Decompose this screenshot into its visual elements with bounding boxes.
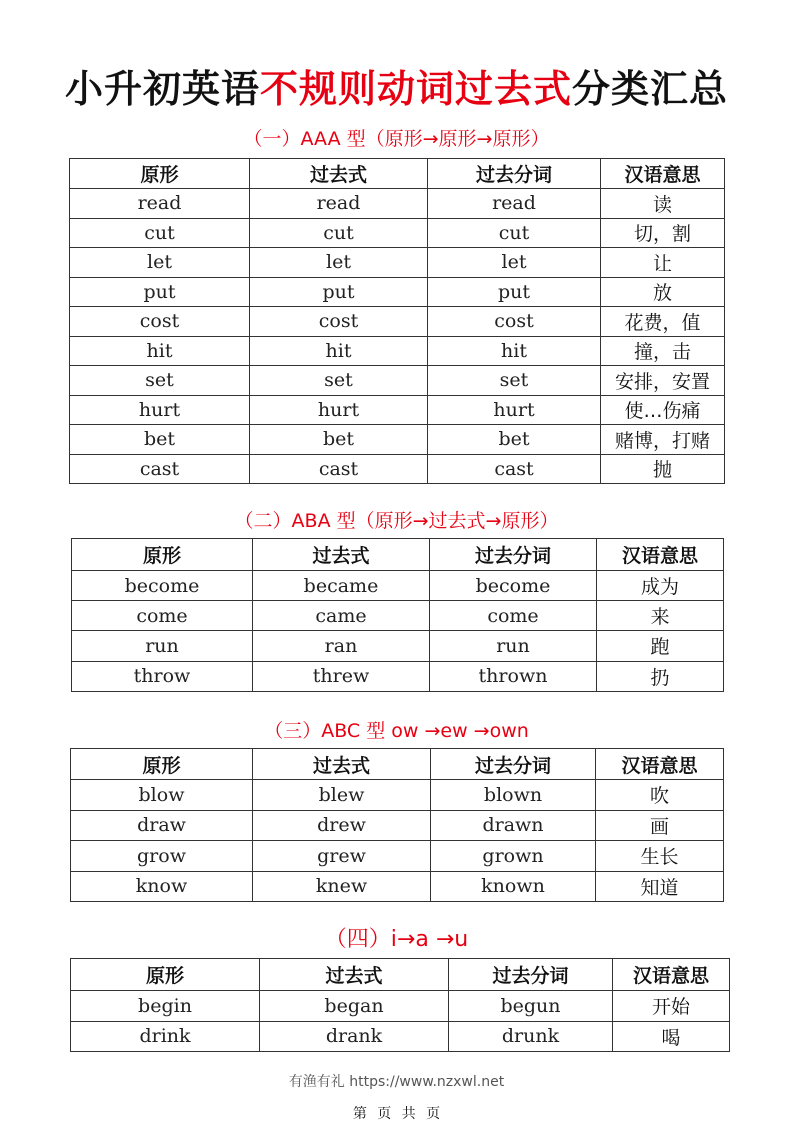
verb-form-cell: let	[70, 248, 250, 278]
verb-form-cell: bet	[70, 425, 250, 455]
table-row	[70, 307, 725, 337]
meaning-cell: 吹	[596, 780, 724, 811]
verb-form-cell: blow	[71, 780, 253, 811]
verb-form-cell: set	[70, 366, 250, 396]
table-row	[71, 991, 730, 1022]
verb-form-cell: run	[72, 631, 253, 661]
table-header-row	[71, 749, 724, 780]
verb-form-cell: cut	[70, 218, 250, 248]
column-header: 过去分词	[430, 539, 597, 571]
section-heading: （二）ABA 型（原形→过去式→原形）	[234, 510, 559, 532]
column-header: 过去式	[253, 749, 431, 780]
verb-form-cell: cast	[250, 454, 428, 484]
verb-form-cell: come	[72, 601, 253, 631]
verb-form-cell: drunk	[449, 1021, 613, 1052]
table-row	[70, 218, 725, 248]
table-row	[70, 395, 725, 425]
verb-table	[70, 958, 730, 1052]
verb-form-cell: blew	[253, 780, 431, 811]
verb-form-cell: knew	[253, 871, 431, 902]
verb-form-cell: begun	[449, 991, 613, 1022]
column-header: 过去分词	[428, 159, 601, 189]
meaning-cell: 使…伤痛	[601, 395, 725, 425]
table-row	[70, 425, 725, 455]
meaning-cell: 来	[597, 601, 724, 631]
verb-form-cell: drew	[253, 810, 431, 841]
meaning-cell: 画	[596, 810, 724, 841]
column-header: 汉语意思	[596, 749, 724, 780]
meaning-cell: 花费，值	[601, 307, 725, 337]
verb-form-cell: grow	[71, 841, 253, 872]
verb-form-cell: cast	[70, 454, 250, 484]
verb-form-cell: hurt	[70, 395, 250, 425]
verb-table	[70, 748, 724, 902]
meaning-cell: 切，割	[601, 218, 725, 248]
column-header: 过去式	[260, 959, 449, 991]
verb-form-cell: let	[250, 248, 428, 278]
verb-form-cell: drank	[260, 1021, 449, 1052]
meaning-cell: 安排，安置	[601, 366, 725, 396]
verb-form-cell: thrown	[430, 661, 597, 691]
verb-form-cell: cost	[250, 307, 428, 337]
column-header: 汉语意思	[613, 959, 730, 991]
verb-form-cell: begin	[71, 991, 260, 1022]
verb-form-cell: bet	[250, 425, 428, 455]
table-header-row	[70, 159, 725, 189]
verb-form-cell: read	[70, 189, 250, 219]
verb-form-cell: cast	[428, 454, 601, 484]
column-header: 原形	[71, 959, 260, 991]
meaning-cell: 赌博，打赌	[601, 425, 725, 455]
section-heading: （一）AAA 型（原形→原形→原形）	[243, 128, 550, 150]
column-header: 过去分词	[449, 959, 613, 991]
column-header: 过去式	[250, 159, 428, 189]
meaning-cell: 开始	[613, 991, 730, 1022]
verb-form-cell: known	[431, 871, 596, 902]
meaning-cell: 跑	[597, 631, 724, 661]
table-row	[71, 1021, 730, 1052]
meaning-cell: 知道	[596, 871, 724, 902]
column-header: 原形	[70, 159, 250, 189]
verb-form-cell: began	[260, 991, 449, 1022]
verb-form-cell: read	[428, 189, 601, 219]
verb-form-cell: threw	[253, 661, 430, 691]
verb-form-cell: cost	[70, 307, 250, 337]
meaning-cell: 撞，击	[601, 336, 725, 366]
table-row	[70, 277, 725, 307]
verb-form-cell: bet	[428, 425, 601, 455]
verb-form-cell: throw	[72, 661, 253, 691]
verb-form-cell: cost	[428, 307, 601, 337]
verb-form-cell: drawn	[431, 810, 596, 841]
verb-form-cell: blown	[431, 780, 596, 811]
verb-form-cell: know	[71, 871, 253, 902]
verb-form-cell: become	[430, 571, 597, 601]
table-row	[72, 661, 724, 691]
column-header: 过去式	[253, 539, 430, 571]
column-header: 过去分词	[431, 749, 596, 780]
table-row	[70, 336, 725, 366]
table-row	[71, 810, 724, 841]
table-header-row	[71, 959, 730, 991]
footer-watermark: 有渔有礼 https://www.nzxwl.net	[288, 1074, 505, 1090]
verb-form-cell: grew	[253, 841, 431, 872]
page-title	[0, 58, 793, 113]
verb-form-cell: hurt	[250, 395, 428, 425]
section-heading: （四）i→a →u	[324, 927, 469, 952]
verb-form-cell: drink	[71, 1021, 260, 1052]
verb-form-cell: cut	[250, 218, 428, 248]
table-row	[70, 454, 725, 484]
verb-table	[71, 538, 724, 692]
table-row	[72, 631, 724, 661]
verb-form-cell: came	[253, 601, 430, 631]
section-heading: （三）ABC 型 ow →ew →own	[264, 720, 529, 742]
table-row	[70, 366, 725, 396]
column-header: 汉语意思	[601, 159, 725, 189]
verb-form-cell: become	[72, 571, 253, 601]
verb-form-cell: hurt	[428, 395, 601, 425]
verb-form-cell: set	[428, 366, 601, 396]
verb-form-cell: grown	[431, 841, 596, 872]
verb-form-cell: run	[430, 631, 597, 661]
meaning-cell: 生长	[596, 841, 724, 872]
verb-form-cell: ran	[253, 631, 430, 661]
verb-form-cell: put	[428, 277, 601, 307]
table-row	[70, 248, 725, 278]
page-counter: 第 页 共 页	[352, 1106, 441, 1122]
meaning-cell: 成为	[597, 571, 724, 601]
verb-form-cell: let	[428, 248, 601, 278]
table-row	[70, 189, 725, 219]
verb-form-cell: became	[253, 571, 430, 601]
verb-form-cell: hit	[428, 336, 601, 366]
verb-form-cell: set	[250, 366, 428, 396]
table-row	[72, 571, 724, 601]
table-row	[72, 601, 724, 631]
meaning-cell: 抛	[601, 454, 725, 484]
verb-form-cell: hit	[70, 336, 250, 366]
title-part-2: 不规则动词过去式	[259, 67, 572, 111]
title-part-1: 小升初英语	[64, 67, 260, 111]
verb-form-cell: put	[250, 277, 428, 307]
verb-form-cell: cut	[428, 218, 601, 248]
verb-form-cell: put	[70, 277, 250, 307]
meaning-cell: 放	[601, 277, 725, 307]
meaning-cell: 喝	[613, 1021, 730, 1052]
verb-form-cell: draw	[71, 810, 253, 841]
column-header: 汉语意思	[597, 539, 724, 571]
meaning-cell: 让	[601, 248, 725, 278]
verb-form-cell: read	[250, 189, 428, 219]
verb-table	[69, 158, 725, 484]
title-part-3: 分类汇总	[572, 67, 729, 111]
column-header: 原形	[72, 539, 253, 571]
table-row	[71, 780, 724, 811]
table-row	[71, 871, 724, 902]
meaning-cell: 读	[601, 189, 725, 219]
verb-form-cell: hit	[250, 336, 428, 366]
verb-form-cell: come	[430, 601, 597, 631]
meaning-cell: 扔	[597, 661, 724, 691]
column-header: 原形	[71, 749, 253, 780]
table-row	[71, 841, 724, 872]
table-header-row	[72, 539, 724, 571]
